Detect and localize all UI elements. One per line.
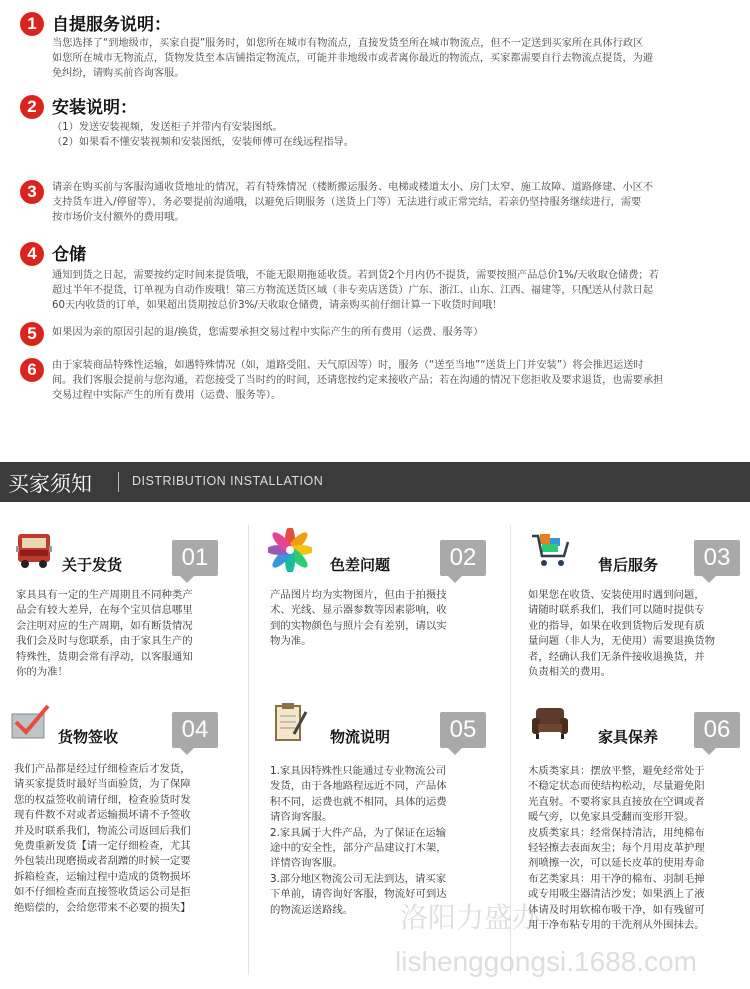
card-body: 如果您在收货、安装使用时遇到问题， 请随时联系我们，我们可以随时提供专 业的指导，如果在收到货物后发现有质 量问题（非人为，无使用）需要退换货物 者，经确认我们无条件接收退换货，并 负责相关的费用。 <box>528 589 716 679</box>
number-badge: 2 <box>20 95 44 119</box>
card-number: 06 <box>694 712 740 748</box>
section-body: 如果因为亲的原因引起的退/换货，您需要承担交易过程中实际产生的所有费用（运费、服务等） <box>52 327 484 338</box>
card-body: 木质类家具：摆放平整，避免经常处于 不稳定状态而使结构松动，尽量避免阳 光直射。不要将家具直接放在空调或者 暖气旁，以免家具受翻而变形开裂。 皮质类家具：经常保持清洁，用纯棉布 轻轻擦去表面灰尘；每个月用皮革护理 剂喷擦一次，可以延长皮革的使用寿命 布艺类家具：用干净的棉布、羽制毛掸 或专用吸尘器清洁沙发；如果洒上了液 体请及时用软棉布吸干净，如有残留可 用干净布粘专用的干洗剂从外围抹去。 <box>528 765 705 932</box>
number-badge: 6 <box>20 358 44 382</box>
card-title: 物流说明 <box>330 728 391 746</box>
card-title: 色差问题 <box>330 556 391 574</box>
card-shipping <box>12 528 238 698</box>
sign-check-icon <box>8 700 52 744</box>
card-number: 04 <box>172 712 218 748</box>
color-wheel-icon <box>268 528 312 572</box>
section-2 <box>20 95 735 155</box>
sofa-icon <box>528 700 572 744</box>
banner-divider <box>118 472 119 492</box>
card-after-sales <box>528 528 750 698</box>
card-signing <box>8 700 234 970</box>
card-number: 02 <box>440 540 486 576</box>
watermark-text: 洛阳力盛办 <box>400 902 541 933</box>
section-6 <box>20 358 735 408</box>
card-body: 我们产品都是经过仔细检查后才发货， 请买家提货时最好当面验货，为了保障 您的权益签收前请仔细，检查验货时发 现有件数不对或者运输损坏请不予签收 并及时联系我们，物流公司返回后我们 免费重新发货【请一定仔细检查，尤其 外包装出现磨损或者刮蹭的时候一定要 拆箱检查，运输过程中造成的货物损坏 如不仔细检查而直接签收货运公司是拒 绝赔偿的，会给您带来不必要的损失】 <box>14 763 191 914</box>
section-title: 仓储 <box>52 245 86 265</box>
card-number: 03 <box>694 540 740 576</box>
card-body: 家具具有一定的生产周期且不同种类产 品会有较大差异，在每个宝贝信息哪里 会注明对应的生产周期，如有断货情况 我们会及时与您联系，由于家具生产的 特殊性，货期会常有浮动，以客服通知 你的为准！ <box>16 589 193 679</box>
card-title: 家具保养 <box>598 728 659 746</box>
cart-icon <box>528 528 572 572</box>
card-color-difference <box>268 528 494 698</box>
buyer-notice-banner <box>0 462 750 502</box>
column-divider <box>248 695 249 975</box>
card-title: 关于发货 <box>62 556 123 574</box>
section-body: （1）发送安装视频，发送柜子并带内有安装图纸。 （2）如果看不懂安装视频和安装图纸，安装师傅可在线远程指导。 <box>52 122 354 148</box>
card-body: 1.家具因特殊性只能通过专业物流公司 发货，由于各地路程远近不同，产品体 积不同，运费也就不相同，具体的运费 请咨询客服。 2.家具属于大件产品，为了保证在运输 途中的安全性，部分产品建议打木架， 详情咨询客服。 3.部分地区物流公司无法到达，请买家 下单前，请咨询好客服，物流好可到达 的物流运送路线。 <box>270 765 447 916</box>
section-4 <box>20 242 735 322</box>
card-title: 售后服务 <box>598 556 659 574</box>
number-badge: 4 <box>20 242 44 266</box>
banner-subtitle: DISTRIBUTION INSTALLATION <box>132 474 324 488</box>
section-title: 安装说明： <box>52 98 137 118</box>
card-title: 货物签收 <box>58 728 119 746</box>
section-body: 当您选择了“到地级市，买家自提”服务时，如您所在城市有物流点，直接发货至所在城市物流点，但不一定送到买家所在具体行政区 如您所在城市无物流点，货物发货至本店铺指定物流点，可能并非地级市或者离你最近的物流点，买家都需要自行去物流点提货，为避 免纠纷，请购买前咨询客服。 <box>52 38 654 79</box>
column-divider <box>248 525 249 695</box>
card-number: 01 <box>172 540 218 576</box>
section-body: 请亲在购买前与客服沟通收货地址的情况，若有特殊情况（楼断搬运服务、电梯或楼道太小、房门太窄、施工故障、道路修建、小区不 支持货车进入/停留等），务必要提前沟通哦，以避免后期服务（送货上门等）无法进行或正常完结，若亲仍坚持服务继续进行，需要 按市场价支付额外的费用哦。 <box>52 182 654 223</box>
section-3 <box>20 180 735 230</box>
card-maintenance <box>528 700 750 970</box>
card-body: 产品图片均为实物图片，但由于拍摄技 术、光线、显示器参数等因素影响，收 到的实物颜色与照片会有差别，请以实 物为准。 <box>270 589 447 648</box>
number-badge: 5 <box>20 322 44 346</box>
section-title: 自提服务说明： <box>52 15 171 35</box>
watermark-url: lishenggongsi.1688.com <box>395 946 697 977</box>
column-divider <box>510 525 511 695</box>
number-badge: 1 <box>20 12 44 36</box>
banner-title: 买家须知 <box>8 472 92 496</box>
section-1 <box>20 12 735 82</box>
truck-icon <box>12 528 56 572</box>
number-badge: 3 <box>20 180 44 204</box>
clipboard-icon <box>268 700 312 744</box>
section-body: 通知到货之日起，需要按约定时间来提货哦，不能无限期拖延收货。若到货2个月内仍不提货，需要按照产品总价1%/天收取仓储费；若 超过半年不提货，订单视为自动作废哦！第三方物流送货区域（非专卖店送货）广东、浙江、山东、江西、福建等，只配送从付款日起 60天内收货的订单，如果超出货期按总价3%/天收取仓储费，请亲购买前仔细计算一下收货时间哦！ <box>52 270 659 311</box>
card-number: 05 <box>440 712 486 748</box>
section-body: 由于家装商品特殊性运输，如遇特殊情况（如，道路受阻、天气原因等）时，服务（“送至当地”“送货上门并安装”）将会推迟运送时 间。我们客服会提前与您沟通，若您接受了当时约的时间，还请您按约定来接收产品；若在沟通的情况下您拒收及要求退货，也需要承担 交易过程中实际产生的所有费用（运费、服务等）。 <box>52 360 664 401</box>
section-5 <box>20 322 735 346</box>
